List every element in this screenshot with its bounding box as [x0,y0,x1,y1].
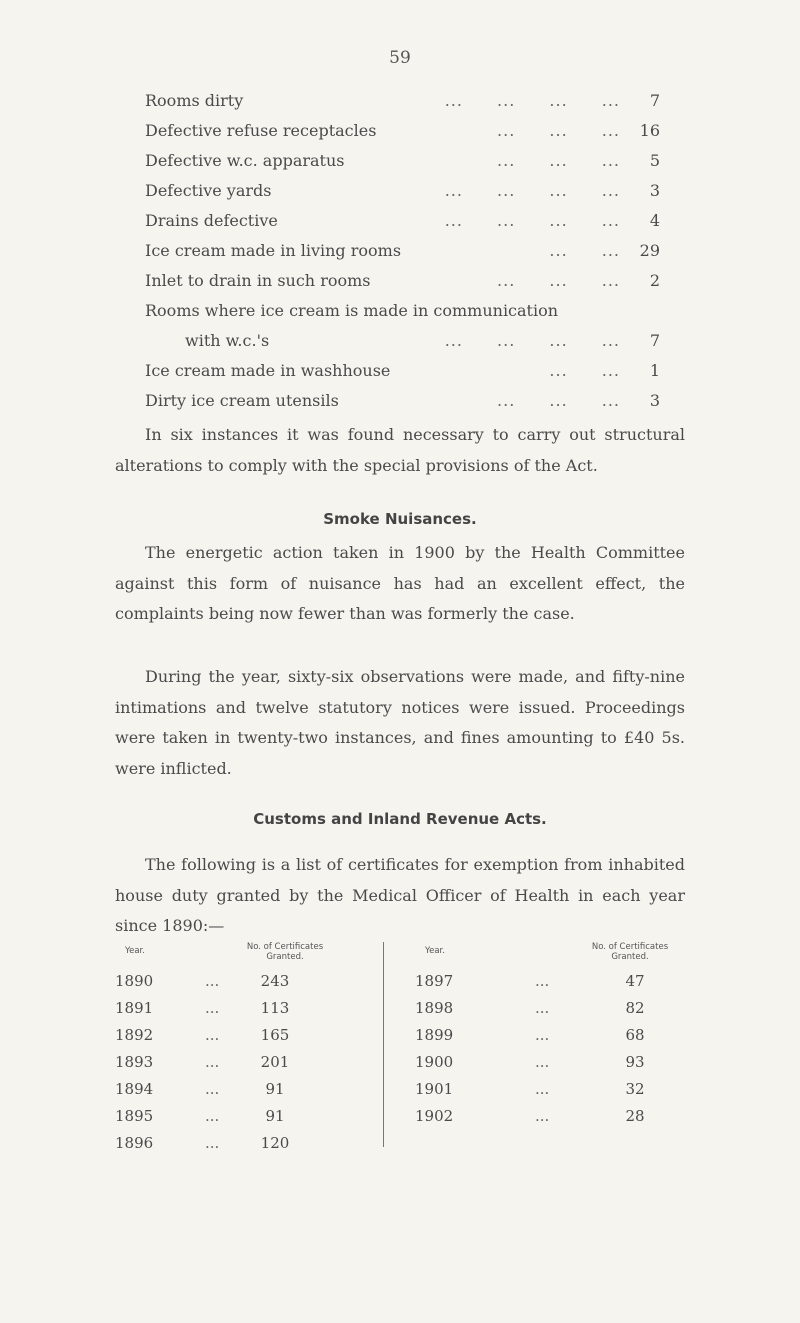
count-cell: 28 [625,1107,645,1125]
table-row [115,968,375,995]
list-item-value: 3 [649,181,660,200]
table-row [415,968,675,995]
count-cell: 82 [625,999,645,1017]
defects-list [145,86,660,416]
count-cell: 47 [625,972,645,990]
list-item-value: 3 [649,391,660,410]
dots-cell: ... [205,1080,220,1098]
customs-text: The following is a list of certificates for exemption from inhabited house duty granted by the Medical Officer of Health in each year since 1890:— [115,855,685,935]
list-item-label: Dirty ice cream utensils [145,391,339,410]
smoke-text-1: The energetic action taken in 1900 by the Health Committee against this form of nuisance has had an excellent effect, the complaints being now fewer than was formerly the case. [115,543,685,623]
count-cell: 91 [265,1080,285,1098]
list-item [145,296,660,326]
structural-paragraph [115,420,685,481]
smoke-paragraph-1 [115,538,685,630]
list-item [145,386,660,416]
header-year-left: Year. [125,946,145,956]
certificates-table [115,942,690,1172]
list-item-value: 7 [649,91,660,110]
table-row [115,1022,375,1049]
list-item-dots: ... ... ... ... [444,331,620,350]
year-cell: 1895 [115,1107,154,1125]
smoke-text-2: During the year, sixty-six observations were made, and fifty-nine intimations and twelve statutory notices were issued. Proceedings were taken in twenty-two instances, and fines amounting to £40 5s. were inflicted. [115,667,685,778]
dots-cell: ... [205,1134,220,1152]
list-item-label: Defective w.c. apparatus [145,151,345,170]
list-item-value: 2 [649,271,660,290]
dots-cell: ... [205,1053,220,1071]
dots-cell: ... [535,1026,550,1044]
list-item [145,356,660,386]
list-item-label: Ice cream made in washhouse [145,361,391,380]
list-item-dots: ... ... ... ... [444,181,620,200]
list-item-dots: ... ... ... ... [444,211,620,230]
smoke-heading: Smoke Nuisances. [323,510,477,528]
table-row [115,1076,375,1103]
structural-text: In six instances it was found necessary to carry out structural alterations to comply with the special provisions of the Act. [115,425,685,475]
list-item [145,116,660,146]
list-item-label: Inlet to drain in such rooms [145,271,371,290]
dots-cell: ... [535,1107,550,1125]
list-item-dots: ... ... [549,361,620,380]
table-row [415,1049,675,1076]
table-row [415,1022,675,1049]
header-certs-right: No. of Certificates Granted. [591,942,669,962]
list-item [145,86,660,116]
list-item [145,206,660,236]
table-row [115,1130,375,1157]
count-cell: 165 [260,1026,290,1044]
count-cell: 91 [265,1107,285,1125]
customs-heading: Customs and Inland Revenue Acts. [253,810,547,828]
list-item [145,326,660,356]
dots-cell: ... [205,1026,220,1044]
list-item [145,146,660,176]
table-row [115,1103,375,1130]
year-cell: 1897 [415,972,454,990]
count-cell: 243 [260,972,290,990]
year-cell: 1892 [115,1026,154,1044]
header-certs-left: No. of Certificates Granted. [246,942,324,962]
table-row [115,995,375,1022]
list-item-label: Ice cream made in living rooms [145,241,402,260]
year-cell: 1900 [415,1053,454,1071]
list-item-value: 1 [649,361,660,380]
list-item-label: Drains defective [145,211,278,230]
year-cell: 1896 [115,1134,154,1152]
dots-cell: ... [535,1080,550,1098]
list-item [145,176,660,206]
list-item [145,236,660,266]
list-item-label: Defective refuse receptacles [145,121,377,140]
count-cell: 201 [260,1053,290,1071]
dots-cell: ... [535,999,550,1017]
list-item [145,266,660,296]
year-cell: 1902 [415,1107,454,1125]
list-item-label: Defective yards [145,181,272,200]
count-cell: 113 [260,999,290,1017]
list-item-dots: ... ... [549,241,620,260]
count-cell: 120 [260,1134,290,1152]
table-row [415,995,675,1022]
list-item-dots: ... ... ... [497,271,620,290]
list-item-value: 4 [649,211,660,230]
count-cell: 32 [625,1080,645,1098]
list-item-label: Rooms dirty [145,91,244,110]
smoke-paragraph-2 [115,662,685,784]
list-item-dots: ... ... ... [497,121,620,140]
list-item-value: 29 [639,241,660,260]
dots-cell: ... [535,972,550,990]
customs-paragraph [115,850,685,942]
list-item-label: with w.c.'s [185,331,270,350]
header-year-right: Year. [425,946,445,956]
list-item-value: 16 [639,121,660,140]
list-item-value: 5 [649,151,660,170]
table-row [115,1049,375,1076]
column-divider [383,942,384,1147]
list-item-dots: ... ... ... [497,151,620,170]
year-cell: 1901 [415,1080,454,1098]
list-item-dots: ... ... ... [497,391,620,410]
table-row [415,1076,675,1103]
count-cell: 68 [625,1026,645,1044]
page-number: 59 [389,48,411,68]
dots-cell: ... [535,1053,550,1071]
year-cell: 1894 [115,1080,154,1098]
list-item-value: 7 [649,331,660,350]
count-cell: 93 [625,1053,645,1071]
table-row [415,1103,675,1130]
year-cell: 1890 [115,972,154,990]
year-cell: 1893 [115,1053,154,1071]
dots-cell: ... [205,972,220,990]
year-cell: 1891 [115,999,154,1017]
dots-cell: ... [205,1107,220,1125]
year-cell: 1898 [415,999,454,1017]
year-cell: 1899 [415,1026,454,1044]
list-item-label: Rooms where ice cream is made in communication [145,301,559,320]
list-item-dots: ... ... ... ... [444,91,620,110]
dots-cell: ... [205,999,220,1017]
